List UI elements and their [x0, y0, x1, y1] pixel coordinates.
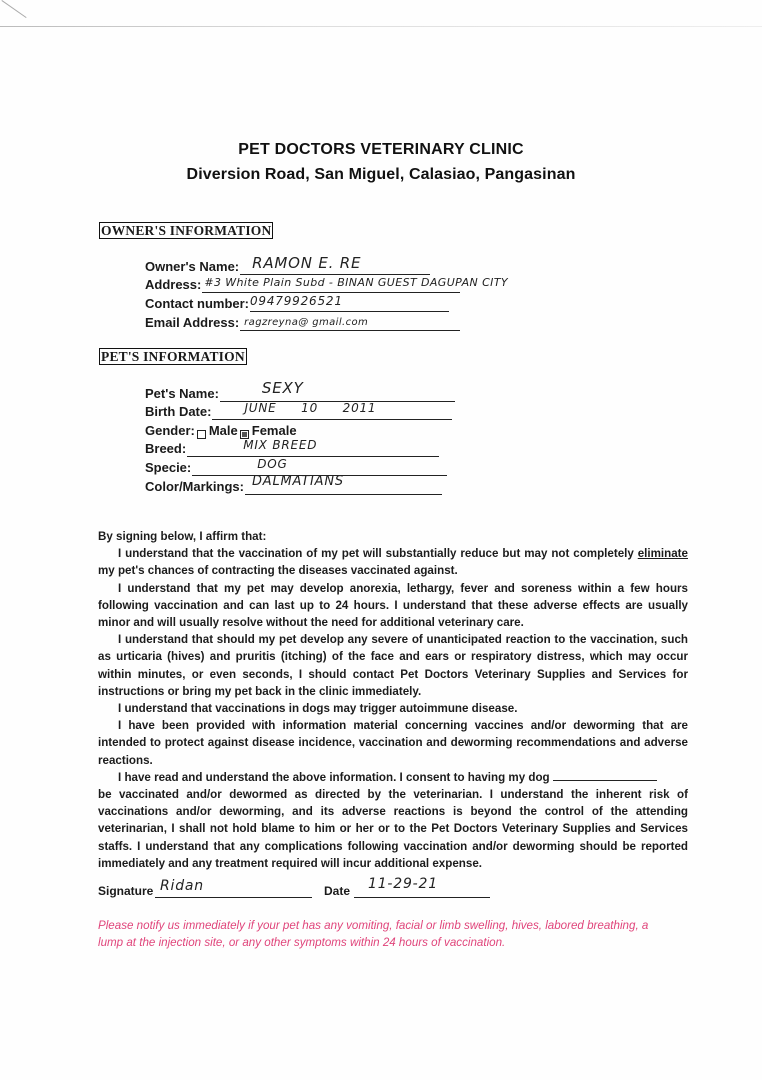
- pet-name-value: SEXY: [261, 379, 304, 397]
- clinic-address: Diversion Road, San Miguel, Calasiao, Pangasinan: [186, 166, 576, 183]
- pet-name-field: [145, 379, 455, 402]
- owner-name-label: Owner's Name:: [145, 259, 240, 274]
- owner-address-line[interactable]: [202, 276, 509, 293]
- contact-number-value: 09479926521: [250, 294, 343, 308]
- clinic-name: PET DOCTORS VETERINARY CLINIC: [238, 141, 524, 158]
- p1-text-b: my pet's chances of contracting the diseases vaccinated against.: [98, 564, 458, 578]
- birth-date-line[interactable]: [212, 401, 452, 420]
- birth-date-label: Birth Date:: [145, 404, 212, 419]
- color-markings-value: DALMATIANS: [251, 474, 344, 489]
- contact-number-line[interactable]: [250, 294, 449, 312]
- pet-name-label: Pet's Name:: [145, 386, 219, 401]
- affirmation-paragraph-4: I understand that vaccinations in dogs may trigger autoimmune disease.: [118, 702, 518, 716]
- signature-label: Signature: [98, 884, 154, 898]
- birth-date-value: JUNE 10 2011: [244, 401, 377, 415]
- date-line[interactable]: [354, 897, 490, 898]
- breed-value: MIX BREED: [243, 438, 318, 452]
- affirmation-paragraph-6-start: [98, 769, 688, 786]
- gender-label: Gender:: [145, 423, 195, 438]
- email-line[interactable]: [240, 316, 460, 331]
- date-label: Date: [324, 884, 351, 898]
- date-value: 11-29-21: [368, 876, 438, 892]
- owner-address-value: #3 White Plain Subd - BINAN GUEST DAGUPAN CITY: [204, 276, 509, 289]
- signature-row: [98, 878, 698, 902]
- male-option-label: Male: [208, 423, 238, 438]
- affirmation-paragraph-6-rest: be vaccinated and/or dewormed as directed by the veterinarian. I understand the inherent risk of vaccinations and/or deworming, and its adverse reactions is beyond the control of the attending veterinarian, I shall not hold blame to him or her or to the Pet Doctors Veterinary Supplies and Services staffs. I understand that any complications following vaccination and/or deworming should be reported immediately and any treatment required will incur additional expense.: [98, 788, 688, 870]
- affirmation-paragraph-3: I understand that should my pet develop any severe of unanticipated reaction to the vaccination, such as urticaria (hives) and pruritis (itching) of the face and ears or respiratory distress, which may occur within minutes, or even seconds, I should contact Pet Doctors Veterinary Supplies and Services for instructions or bring my pet back in the clinic immediately.: [98, 633, 688, 698]
- email-label: Email Address:: [145, 315, 240, 330]
- owner-section-title: OWNER'S INFORMATION: [101, 223, 272, 238]
- dog-name-blank[interactable]: [553, 769, 657, 781]
- p1-underlined-word: eliminate: [637, 547, 688, 561]
- breed-field: [145, 438, 439, 457]
- affirmation-paragraph-1: [98, 545, 688, 579]
- email-value: ragzreyna@ gmail.com: [244, 317, 369, 328]
- affirmation-text: [98, 528, 688, 872]
- breed-label: Breed:: [145, 441, 187, 456]
- male-checkbox[interactable]: [197, 430, 206, 439]
- color-markings-label: Color/Markings:: [145, 479, 244, 494]
- birth-date-field: [145, 401, 452, 420]
- owner-name-line[interactable]: [240, 254, 430, 275]
- p1-text-a: I understand that the vaccination of my pet will substantially reduce but may not completely: [118, 547, 638, 561]
- signature-value: Ridan: [160, 878, 204, 894]
- contact-number-label: Contact number:: [145, 296, 249, 311]
- affirmation-paragraph-5: I have been provided with information material concerning vaccines and/or deworming that are intended to protect against disease incidence, vaccination and deworming recommendations and adverse reactions.: [98, 719, 688, 767]
- p6-text-a: I have read and understand the above information. I consent to having my dog: [118, 770, 550, 784]
- pet-section-title: PET'S INFORMATION: [101, 349, 245, 364]
- specie-value: DOG: [257, 457, 288, 471]
- contact-number-field: [145, 296, 449, 312]
- scan-edge-line: [0, 26, 762, 27]
- affirmation-paragraph-2: I understand that my pet may develop anorexia, lethargy, fever and soreness within a few hours following vaccination and can last up to 24 hours. I understand that these adverse effects are usually minor and will usually resolve without the need for additional veterinary care.: [98, 581, 688, 630]
- email-field: [145, 315, 460, 331]
- breed-line[interactable]: [187, 438, 439, 457]
- scan-corner-mark: [1, 0, 26, 18]
- notice-text: Please notify us immediately if your pet has any vomiting, facial or limb swelling, hives, labored breathing, a lump at the injection site, or any other symptoms within 24 hours of vaccination.: [98, 919, 649, 949]
- color-markings-field: [145, 474, 442, 495]
- owner-address-field: [145, 276, 509, 293]
- affirmation-intro: By signing below, I affirm that:: [98, 530, 267, 543]
- signature-line[interactable]: [155, 897, 312, 898]
- gender-field: [145, 423, 297, 439]
- specie-label: Specie:: [145, 460, 192, 475]
- owner-address-label: Address:: [145, 277, 202, 292]
- female-option-label: Female: [251, 423, 297, 438]
- pet-name-line[interactable]: [220, 379, 455, 402]
- color-markings-line[interactable]: [245, 474, 442, 495]
- owner-name-value: RAMON E. RE: [252, 254, 362, 272]
- owner-name-field: [145, 254, 430, 275]
